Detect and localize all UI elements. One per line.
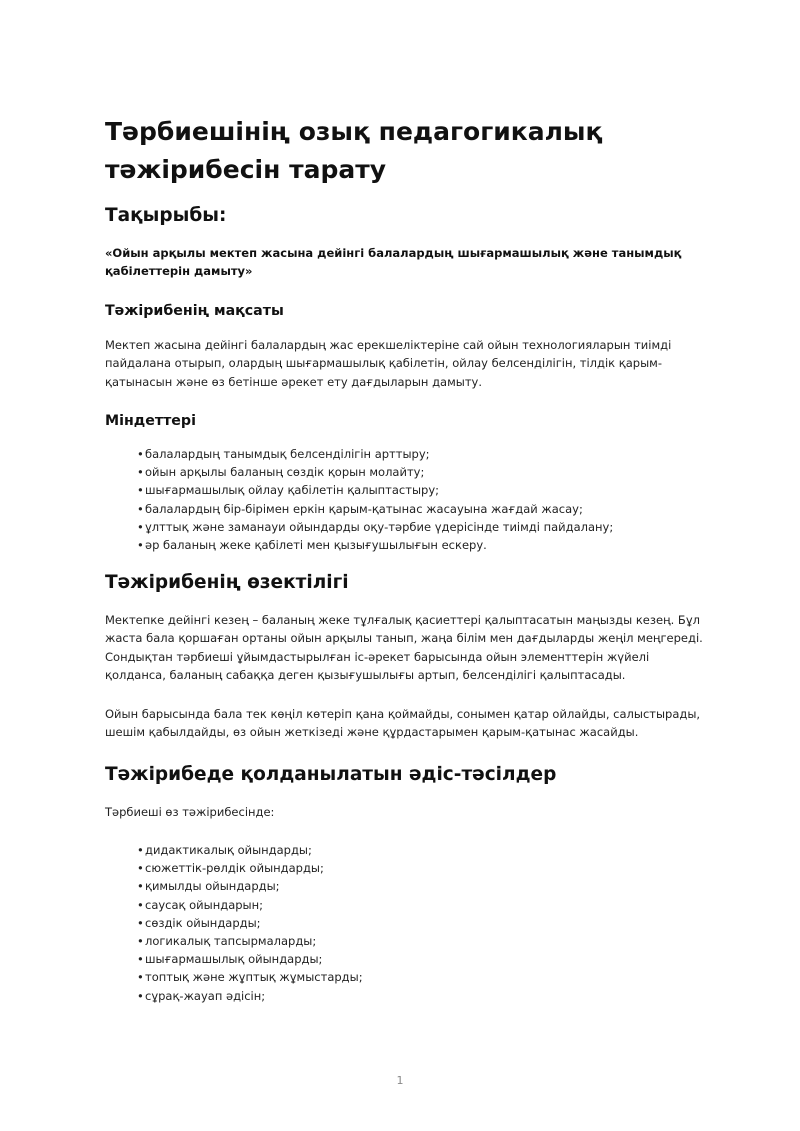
- tasks-list: [137, 445, 613, 554]
- list-item: [137, 500, 613, 518]
- method-text: қимылды ойындарды;: [145, 879, 280, 894]
- bullet-icon: •: [137, 879, 144, 894]
- page-number: 1: [396, 1074, 404, 1087]
- relevance-paragraph-1: Мектепке дейінгі кезең – баланың жеке тұлғалық қасиеттері қалыптасатын маңызды кезең. Бұл жаста бала қоршаған ортаны ойын арқылы танып, жаңа білім мен дағдыларды жеңіл меңгереді. Сондықтан тәрбиеші ұйымдастырылған іс-әрекет барысында ойын элементтерін жүйелі қолданса, баланың сабаққа деген қызығушылығы артып, белсенділігі қалыптасады.: [105, 613, 703, 682]
- list-item: [137, 841, 363, 859]
- task-text: әр баланың жеке қабілеті мен қызығушылығын ескеру.: [145, 538, 487, 553]
- bullet-icon: •: [137, 465, 144, 480]
- methods-heading: Тәжірибеде қолданылатын әдіс-тәсілдер: [105, 764, 557, 785]
- bullet-icon: •: [137, 915, 144, 930]
- list-item: [137, 481, 613, 499]
- bullet-icon: •: [137, 934, 144, 949]
- list-item: [137, 950, 363, 968]
- method-text: сөздік ойындарды;: [145, 915, 261, 930]
- bullet-icon: •: [137, 483, 144, 498]
- goal-text: Мектеп жасына дейінгі балалардың жас ерекшеліктеріне сай ойын технологияларын тиімді пайдалана отырып, олардың шығармашылық қабілетін, ойлау белсенділігін, тілдік қарым-қатынасын және өз бетінше әрекет ету дағдыларын дамыту.: [105, 338, 672, 389]
- bullet-icon: •: [137, 952, 144, 967]
- method-text: топтық және жұптық жұмыстарды;: [145, 970, 363, 985]
- methods-intro: Тәрбиеші өз тәжірибесінде:: [105, 805, 275, 819]
- task-text: ұлттық және заманауи ойындарды оқу-тәрбие үдерісінде тиімді пайдалану;: [145, 519, 614, 534]
- relevance-heading: Тәжірибенің өзектілігі: [105, 572, 349, 593]
- bullet-icon: •: [137, 988, 144, 1003]
- bullet-icon: •: [137, 843, 144, 857]
- methods-list: [137, 841, 363, 1005]
- list-item: [137, 536, 613, 554]
- list-item: [137, 932, 363, 950]
- bullet-icon: •: [137, 501, 144, 516]
- list-item: [137, 896, 363, 914]
- bullet-icon: •: [137, 538, 144, 553]
- topic-text: «Ойын арқылы мектеп жасына дейінгі балалардың шығармашылық және танымдық қабілеттерін дамыту»: [105, 246, 682, 278]
- bullet-icon: •: [137, 897, 144, 912]
- bullet-icon: •: [137, 861, 144, 876]
- topic-heading: Тақырыбы:: [105, 205, 227, 226]
- task-text: шығармашылық ойлау қабілетін қалыптастыру;: [145, 483, 440, 498]
- method-text: сюжеттік-рөлдік ойындарды;: [145, 861, 324, 876]
- bullet-icon: •: [137, 970, 144, 985]
- list-item: [137, 463, 613, 481]
- relevance-paragraph-2: Ойын барысында бала тек көңіл көтеріп қана қоймайды, сонымен қатар ойлайды, салыстырады, шешім қабылдайды, өз ойын жеткізеді және құрдастарымен қарым-қатынас жасайды.: [105, 707, 701, 740]
- method-text: логикалық тапсырмаларды;: [145, 934, 317, 949]
- task-text: балалардың танымдық белсенділігін арттыру;: [145, 447, 430, 461]
- list-item: [137, 445, 613, 463]
- goal-heading: Тәжірибенің мақсаты: [105, 303, 284, 319]
- method-text: сұрақ-жауап әдісін;: [145, 988, 266, 1003]
- method-text: дидактикалық ойындарды;: [145, 843, 312, 857]
- tasks-heading: Міндеттері: [105, 413, 196, 429]
- task-text: ойын арқылы баланың сөздік қорын молайту;: [145, 465, 425, 480]
- method-text: саусақ ойындарын;: [145, 897, 264, 912]
- list-item: [137, 859, 363, 877]
- list-item: [137, 914, 363, 932]
- document-title: Тәрбиешінің озық педагогикалық тәжірибесін тарату: [105, 117, 603, 184]
- list-item: [137, 877, 363, 895]
- bullet-icon: •: [137, 519, 144, 534]
- task-text: балалардың бір-бірімен еркін қарым-қатынас жасауына жағдай жасау;: [145, 501, 583, 516]
- list-item: [137, 968, 363, 986]
- list-item: [137, 987, 363, 1005]
- list-item: [137, 518, 613, 536]
- method-text: шығармашылық ойындарды;: [145, 952, 323, 967]
- bullet-icon: •: [137, 447, 144, 461]
